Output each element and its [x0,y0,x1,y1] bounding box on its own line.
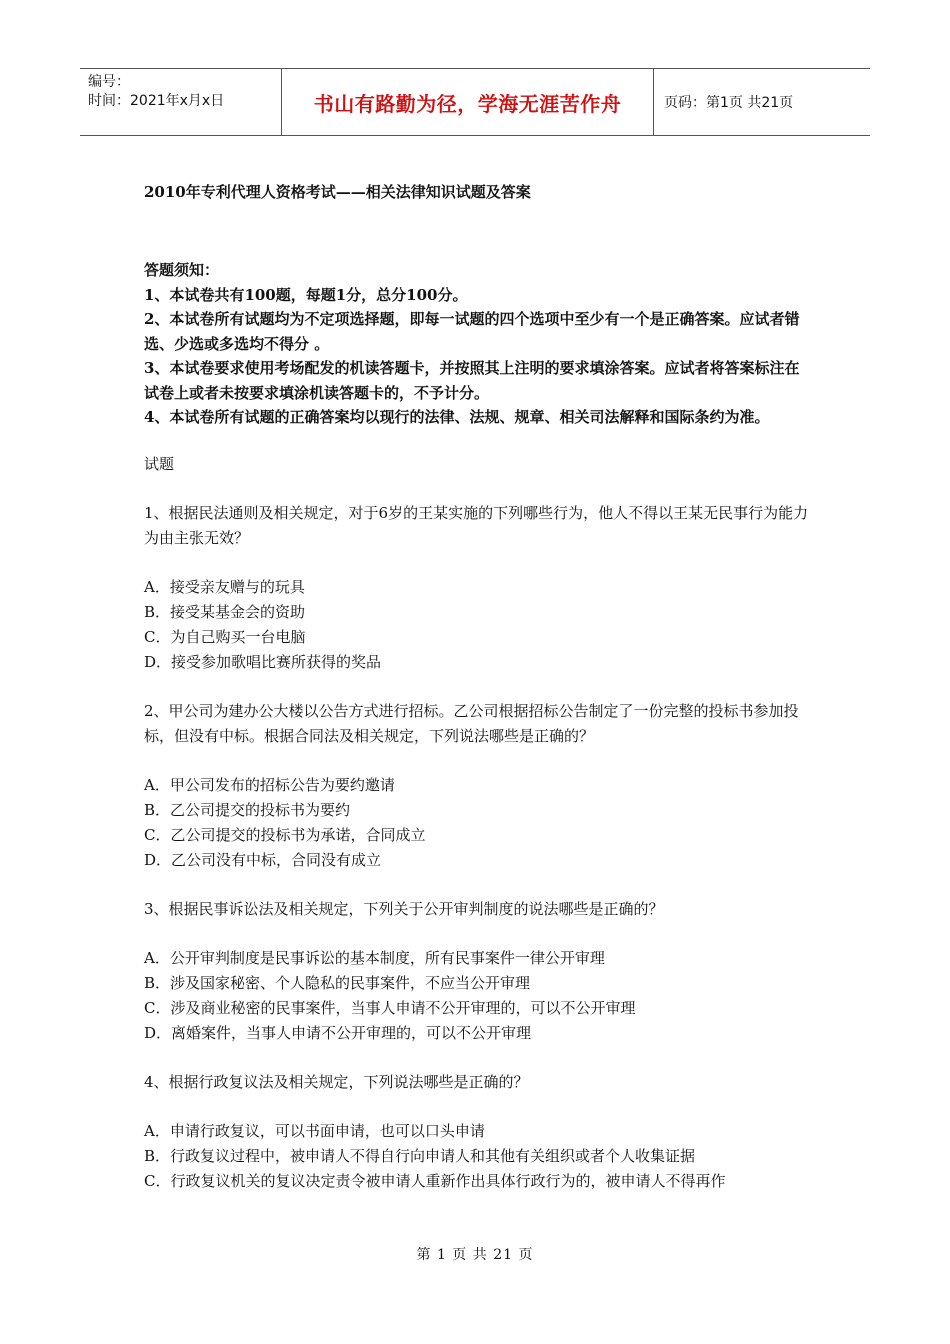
notice-item: 1、本试卷共有100题，每题1分，总分100分。 [144,285,468,304]
option-a: A．接受亲友赠与的玩具 [144,577,305,596]
option-b: B．涉及国家秘密、个人隐私的民事案件，不应当公开审理 [144,973,531,992]
page-footer: 第 1 页 共 21 页 [416,1247,534,1263]
header-meta [80,69,282,135]
option-a: A．甲公司发布的招标公告为要约邀请 [144,775,395,794]
question-1 [144,501,809,675]
option-b: B．接受某基金会的资助 [144,602,306,621]
exam-notice [144,258,809,430]
header-motto-cell [282,69,654,135]
question-2 [144,699,809,873]
question-text: 3、根据民事诉讼法及相关规定，下列关于公开审判制度的说法哪些是正确的？ [144,899,664,918]
option-list [144,1119,809,1194]
document-title: 2010年专利代理人资格考试——相关法律知识试题及答案 [144,183,531,201]
notice-item: 2、本试卷所有试题均为不定项选择题，即每一试题的四个选项中至少有一个是正确答案。应试者错选、少选或多选均不得分 。 [144,310,800,353]
page-header [80,68,870,136]
option-a: A．公开审判制度是民事诉讼的基本制度，所有民事案件一律公开审理 [144,948,605,967]
option-list [144,946,809,1046]
option-list [144,575,809,675]
document-number-label: 编号： [88,74,130,90]
option-d: D．乙公司没有中标，合同没有成立 [144,850,382,869]
header-motto: 书山有路勤为径，学海无涯苦作舟 [313,91,622,116]
option-c: C．涉及商业秘密的民事案件，当事人申请不公开审理的，可以不公开审理 [144,998,636,1017]
notice-item: 3、本试卷要求使用考场配发的机读答题卡，并按照其上注明的要求填涂答案。应试者将答案标注在试卷上或者未按要求填涂机读答题卡的，不予计分。 [144,359,800,402]
question-3 [144,897,809,1046]
option-c: C．为自己购买一台电脑 [144,627,306,646]
question-text: 1、根据民法通则及相关规定，对于6岁的王某实施的下列哪些行为，他人不得以王某无民事行为能力为由主张无效？ [144,503,809,547]
option-d: D．接受参加歌唱比赛所获得的奖品 [144,652,382,671]
option-b: B．行政复议过程中，被申请人不得自行向申请人和其他有关组织或者个人收集证据 [144,1146,696,1165]
header-page-info: 页码：第1页 共21页 [664,95,794,111]
option-c: C．乙公司提交的投标书为承诺，合同成立 [144,825,426,844]
option-c: C．行政复议机关的复议决定责令被申请人重新作出具体行政行为的，被申请人不得再作 [144,1171,726,1190]
option-b: B．乙公司提交的投标书为要约 [144,800,351,819]
option-list [144,773,809,873]
option-a: A．申请行政复议，可以书面申请，也可以口头申请 [144,1121,485,1140]
document-body [144,180,809,1194]
question-text: 2、甲公司为建办公大楼以公告方式进行招标。乙公司根据招标公告制定了一份完整的投标书参加投标，但没有中标。根据合同法及相关规定，下列说法哪些是正确的？ [144,701,799,745]
section-label: 试题 [144,454,175,473]
notice-item: 4、本试卷所有试题的正确答案均以现行的法律、法规、规章、相关司法解释和国际条约为准。 [144,408,770,426]
document-date: 时间：2021年x月x日 [88,93,225,109]
question-text: 4、根据行政复议法及相关规定，下列说法哪些是正确的？ [144,1072,529,1091]
question-4 [144,1070,809,1194]
notice-heading: 答题须知： [144,261,220,279]
option-d: D．离婚案件，当事人申请不公开审理的，可以不公开审理 [144,1023,532,1042]
